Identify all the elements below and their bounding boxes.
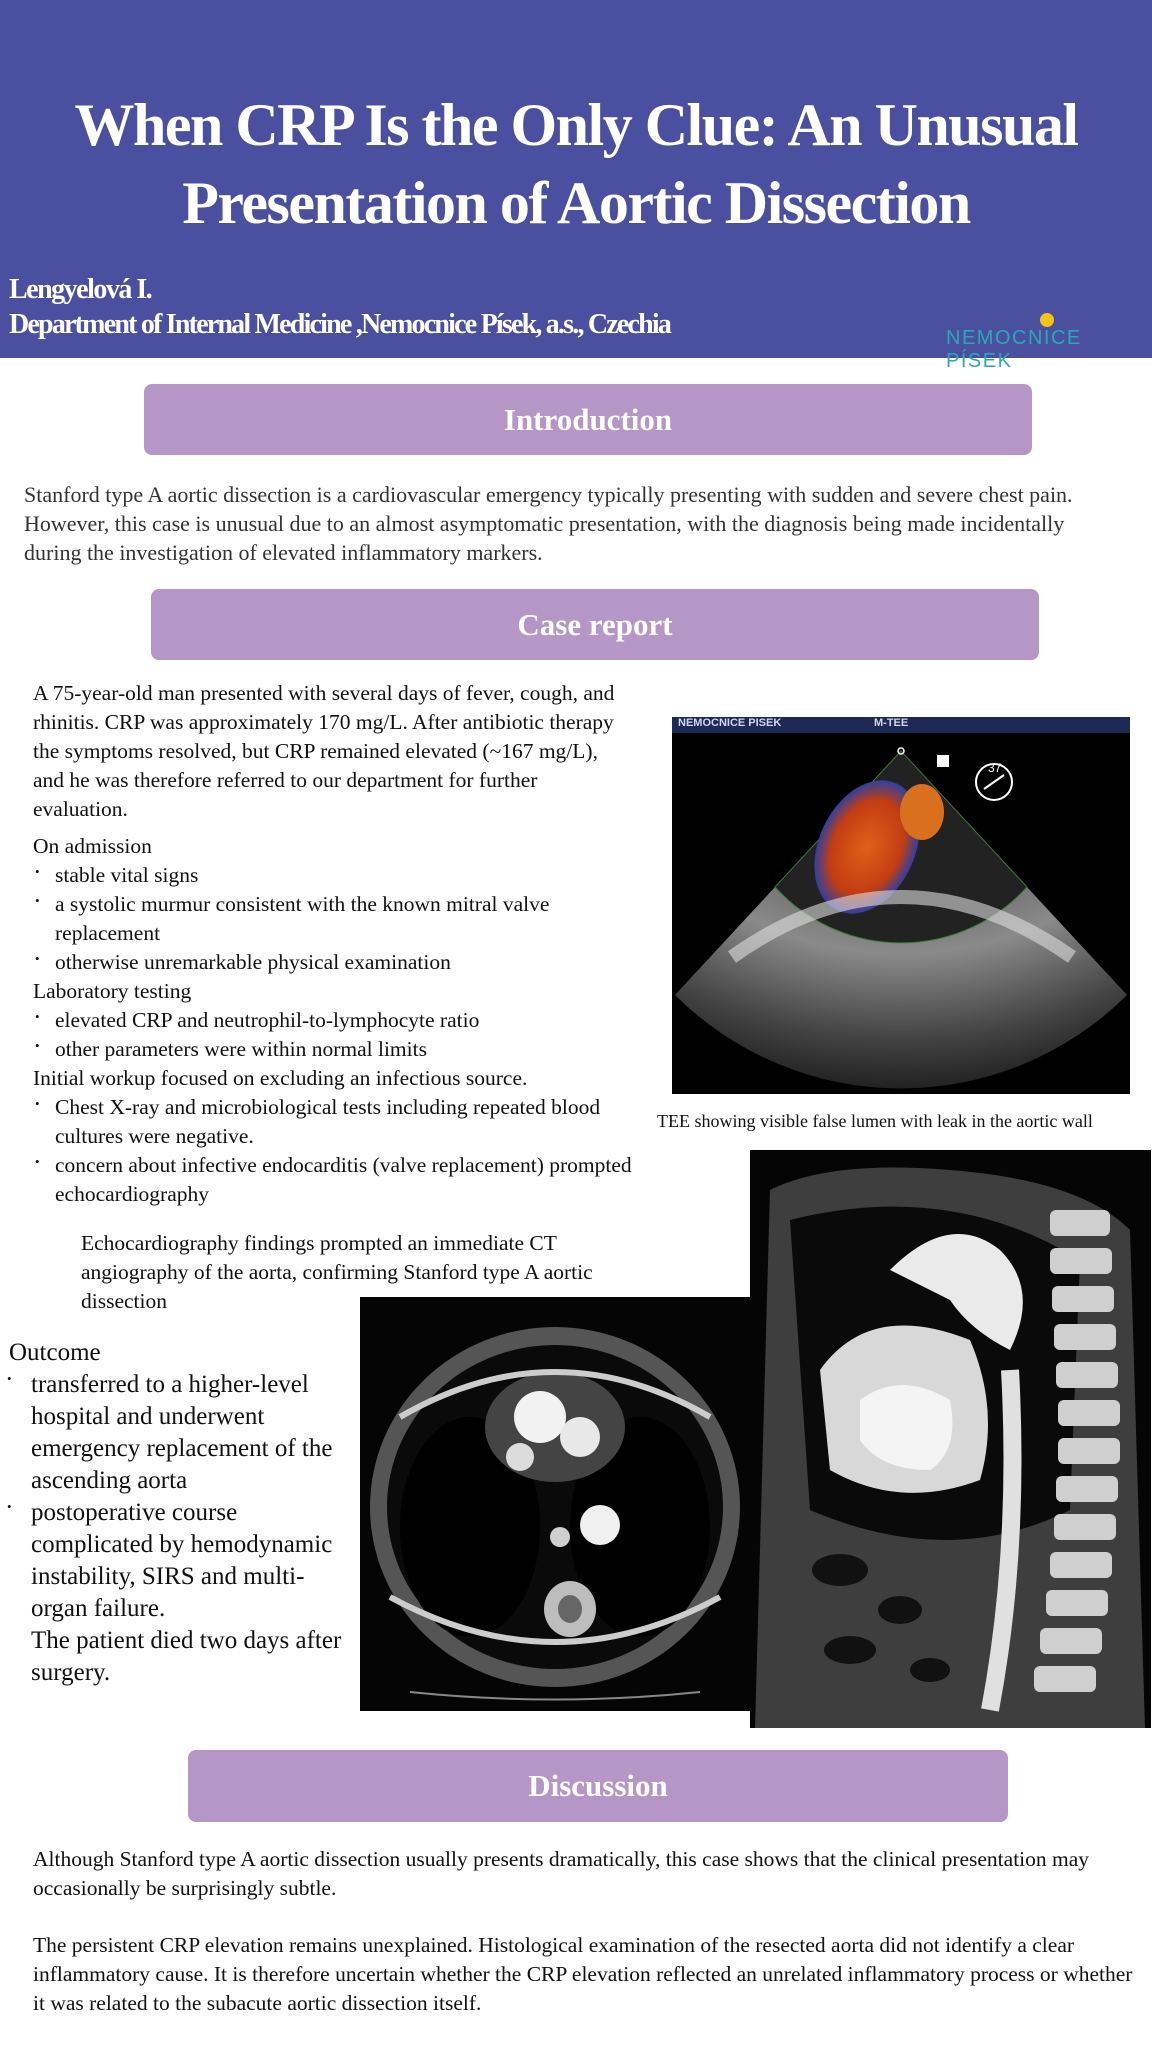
introduction-heading [144, 384, 1032, 455]
tee-image [672, 717, 1130, 1094]
list-item: • other parameters were within normal limits [33, 1035, 633, 1064]
outcome-final: The patient died two days after surgery. [31, 1627, 342, 1686]
discussion-heading [188, 1750, 1008, 1822]
tee-angle-readout: 37 [988, 761, 1002, 775]
title-line-2: Presentation of Aortic Dissection [182, 170, 970, 236]
outcome-label: Outcome [9, 1339, 101, 1366]
department-affiliation: Department of Internal Medicine ,Nemocnice Písek, a.s., Czechia [9, 309, 671, 340]
tee-ultrasound-graphic [672, 717, 1130, 1094]
discussion-paragraph-2: The persistent CRP elevation remains unexplained. Histological examination of the resected aorta did not identify a clear inflammatory cause. It is therefore uncertain whether the CRP elevation reflected an unrelated inflammatory process or whether it was related to the subacute aortic dissection itself. [33, 1933, 1133, 2015]
list-item: • elevated CRP and neutrophil-to-lymphocyte ratio [33, 1006, 633, 1035]
list-item: • a systolic murmur consistent with the known mitral valve replacement [33, 890, 633, 948]
admission-list [33, 861, 633, 977]
workup-list [33, 1093, 633, 1209]
lab-list [33, 1006, 633, 1064]
list-item: • postoperative course complicated by hemodynamic instability, SIRS and multi-organ failure. [9, 1497, 359, 1625]
discussion-paragraph-1: Although Stanford type A aortic dissection usually presents dramatically, this case shows that the clinical presentation may occasionally be surprisingly subtle. [33, 1847, 1090, 1900]
author-name: Lengyelová I. [9, 274, 152, 305]
list-item: • otherwise unremarkable physical examination [33, 948, 633, 977]
logo-sun-icon [1040, 313, 1054, 327]
lab-label: Laboratory testing [33, 979, 192, 1003]
poster-title [0, 86, 1152, 242]
case-report-body [33, 679, 633, 1209]
outcome-list [9, 1369, 359, 1625]
workup-label: Initial workup focused on excluding an infectious source. [33, 1066, 528, 1090]
list-item: • Chest X-ray and microbiological tests including repeated blood cultures were negative. [33, 1093, 633, 1151]
ct-sagittal-image [750, 1150, 1151, 1728]
discussion-heading-text: Discussion [528, 1768, 668, 1803]
case-report-heading-text: Case report [517, 607, 673, 642]
logo-text: NEMOCNICE PÍSEK [946, 327, 1082, 372]
title-line-1: When CRP Is the Only Clue: An Unusual [74, 92, 1078, 158]
hospital-logo [946, 313, 1148, 372]
introduction-heading-text: Introduction [503, 402, 673, 437]
list-item: • concern about infective endocarditis (valve replacement) prompted echocardiography [33, 1151, 633, 1209]
outcome-section [9, 1337, 359, 1689]
case-report-heading [151, 589, 1039, 660]
ct-axial-image [360, 1297, 750, 1711]
ct-axial-graphic [360, 1297, 750, 1711]
introduction-text: Stanford type A aortic dissection is a cardiovascular emergency typically presenting with sudden and severe chest pain. However, this case is unusual due to an almost asymptomatic presentation, with the diagnosis being made incidentally during the investigation of elevated inflammatory markers. [24, 482, 1073, 565]
list-item: • transferred to a higher-level hospital and underwent emergency replacement of the ascending aorta [9, 1369, 359, 1497]
echo-findings-text: Echocardiography findings prompted an immediate CT angiography of the aorta, confirming Stanford type A aortic dissection [81, 1231, 593, 1313]
list-item: • stable vital signs [33, 861, 633, 890]
case-lead-text: A 75-year-old man presented with several days of fever, cough, and rhinitis. CRP was approximately 170 mg/L. After antibiotic therapy the symptoms resolved, but CRP remained elevated (~167 mg/L), and he was therefore referred to our department for further evaluation. [33, 681, 615, 821]
poster-header [0, 0, 1152, 372]
tee-header-left: NEMOCNICE PISEK [678, 717, 782, 729]
tee-caption: TEE showing visible false lumen with leak in the aortic wall [657, 1111, 1093, 1131]
ct-sagittal-graphic [750, 1150, 1151, 1728]
tee-header-mid: M-TEE [874, 717, 909, 729]
admission-label: On admission [33, 834, 152, 858]
